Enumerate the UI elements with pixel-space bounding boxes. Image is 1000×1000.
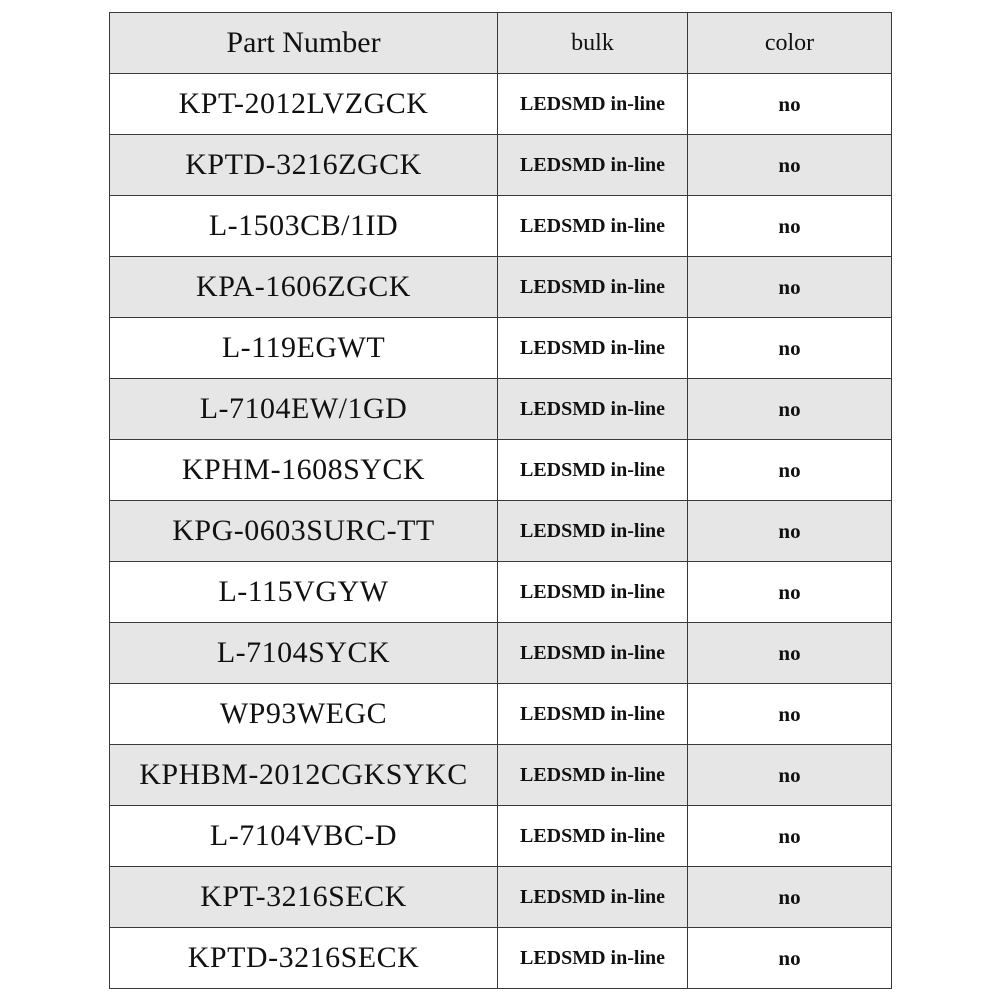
color-cell: no [688,379,892,440]
color-cell: no [688,74,892,135]
table-row [110,623,892,684]
color-cell: no [688,257,892,318]
part-number-cell: KPT-3216SECK [110,867,498,928]
header-bulk: bulk [498,13,688,74]
bulk-cell: LEDSMD in-line [498,928,688,989]
bulk-cell: LEDSMD in-line [498,318,688,379]
header-row [110,13,892,74]
color-cell: no [688,318,892,379]
bulk-cell: LEDSMD in-line [498,745,688,806]
part-number-cell: KPHM-1608SYCK [110,440,498,501]
table-row [110,196,892,257]
table-row [110,562,892,623]
part-number-cell: L-1503CB/1ID [110,196,498,257]
color-cell: no [688,440,892,501]
table-row [110,379,892,440]
color-cell: no [688,684,892,745]
part-number-cell: KPTD-3216ZGCK [110,135,498,196]
part-number-cell: L-115VGYW [110,562,498,623]
bulk-cell: LEDSMD in-line [498,684,688,745]
table-row [110,928,892,989]
bulk-cell: LEDSMD in-line [498,867,688,928]
bulk-cell: LEDSMD in-line [498,257,688,318]
color-cell: no [688,196,892,257]
color-cell: no [688,806,892,867]
part-number-cell: L-119EGWT [110,318,498,379]
bulk-cell: LEDSMD in-line [498,74,688,135]
part-number-cell: KPHBM-2012CGKSYKC [110,745,498,806]
table-row [110,501,892,562]
color-cell: no [688,562,892,623]
table-row [110,684,892,745]
part-number-cell: WP93WEGC [110,684,498,745]
table-row [110,806,892,867]
table-row [110,74,892,135]
color-cell: no [688,623,892,684]
table-row [110,440,892,501]
parts-table [109,12,892,989]
table-row [110,318,892,379]
bulk-cell: LEDSMD in-line [498,806,688,867]
part-number-cell: L-7104SYCK [110,623,498,684]
part-number-cell: L-7104EW/1GD [110,379,498,440]
color-cell: no [688,501,892,562]
bulk-cell: LEDSMD in-line [498,379,688,440]
bulk-cell: LEDSMD in-line [498,623,688,684]
table-body [110,74,892,989]
bulk-cell: LEDSMD in-line [498,135,688,196]
bulk-cell: LEDSMD in-line [498,440,688,501]
part-number-cell: KPA-1606ZGCK [110,257,498,318]
table-row [110,135,892,196]
color-cell: no [688,928,892,989]
part-number-cell: KPT-2012LVZGCK [110,74,498,135]
part-number-cell: L-7104VBC-D [110,806,498,867]
color-cell: no [688,867,892,928]
bulk-cell: LEDSMD in-line [498,501,688,562]
table-row [110,745,892,806]
bulk-cell: LEDSMD in-line [498,562,688,623]
header-part-number: Part Number [110,13,498,74]
part-number-cell: KPTD-3216SECK [110,928,498,989]
color-cell: no [688,745,892,806]
table-row [110,257,892,318]
color-cell: no [688,135,892,196]
header-color: color [688,13,892,74]
part-number-cell: KPG-0603SURC-TT [110,501,498,562]
table-row [110,867,892,928]
bulk-cell: LEDSMD in-line [498,196,688,257]
